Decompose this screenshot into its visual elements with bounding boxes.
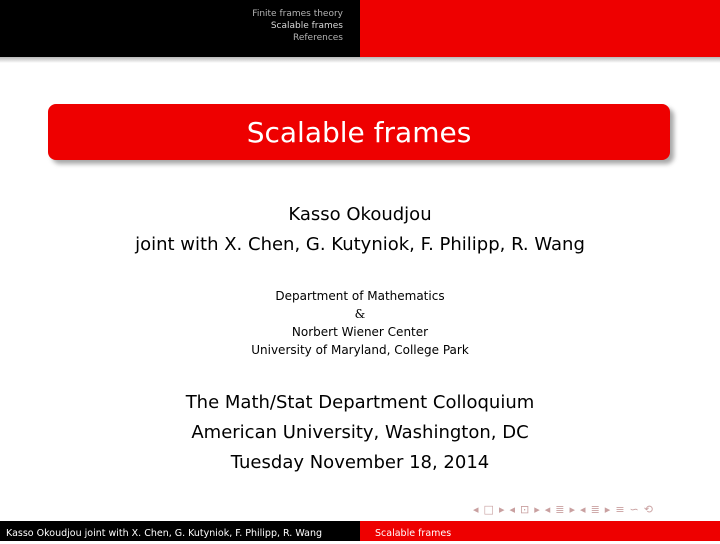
slide-title: Scalable frames: [246, 115, 472, 149]
header-accent-block: [360, 0, 720, 57]
nav-prev-frame-icon[interactable]: ◂: [473, 503, 479, 516]
beamer-navigation-symbols: [473, 502, 713, 518]
footer-author-block: [0, 521, 360, 541]
section-icon[interactable]: ≣: [555, 503, 565, 516]
nav-next-section-icon[interactable]: ▸: [569, 503, 576, 516]
footer-author: Kasso Okoudjou joint with X. Chen, G. Kutyniok, F. Philipp, R. Wang: [6, 528, 322, 539]
footer-bar: [0, 521, 720, 541]
subsection-icon[interactable]: ⊡: [520, 503, 530, 516]
footer-title-block: [360, 521, 720, 541]
author-name: Kasso Okoudjou: [288, 204, 432, 225]
nav-prev-subsection-icon[interactable]: ◂: [509, 503, 515, 516]
nav-next-subsection-icon[interactable]: ▸: [534, 503, 540, 516]
affiliation-center: Norbert Wiener Center: [291, 325, 429, 339]
affiliation-ampersand: &: [354, 307, 366, 321]
affiliation-department: Department of Mathematics: [275, 289, 445, 303]
nav-prev-document-icon[interactable]: ◂: [580, 503, 586, 516]
nav-section-finite-frames[interactable]: Finite frames theory: [252, 9, 343, 19]
affiliation-block: [0, 287, 720, 359]
back-icon[interactable]: ⟲: [643, 503, 653, 516]
coauthors: joint with X. Chen, G. Kutyniok, F. Philipp, R. Wang: [135, 234, 585, 255]
event-location: American University, Washington, DC: [191, 422, 529, 443]
search-icon[interactable]: ∽: [629, 503, 639, 516]
nav-next-frame-icon[interactable]: ▸: [498, 503, 505, 516]
event-block: [0, 388, 720, 478]
frame-icon[interactable]: □: [483, 503, 494, 516]
title-block: [48, 104, 670, 160]
nav-section-scalable-frames[interactable]: Scalable frames: [270, 21, 343, 31]
nav-prev-section-icon[interactable]: ◂: [544, 503, 551, 516]
appendix-icon[interactable]: ≡: [615, 503, 625, 516]
affiliation-university: University of Maryland, College Park: [251, 343, 469, 357]
document-icon[interactable]: ≣: [590, 503, 600, 516]
event-name: The Math/Stat Department Colloquium: [185, 392, 535, 413]
footer-title: Scalable frames: [375, 528, 452, 539]
header-shadow: [0, 57, 720, 63]
author-block: [0, 200, 720, 260]
header-bar: [0, 0, 720, 57]
section-navigation: [0, 0, 360, 57]
nav-section-references[interactable]: References: [292, 33, 343, 43]
nav-next-document-icon[interactable]: ▸: [604, 503, 611, 516]
event-date: Tuesday November 18, 2014: [230, 452, 490, 473]
